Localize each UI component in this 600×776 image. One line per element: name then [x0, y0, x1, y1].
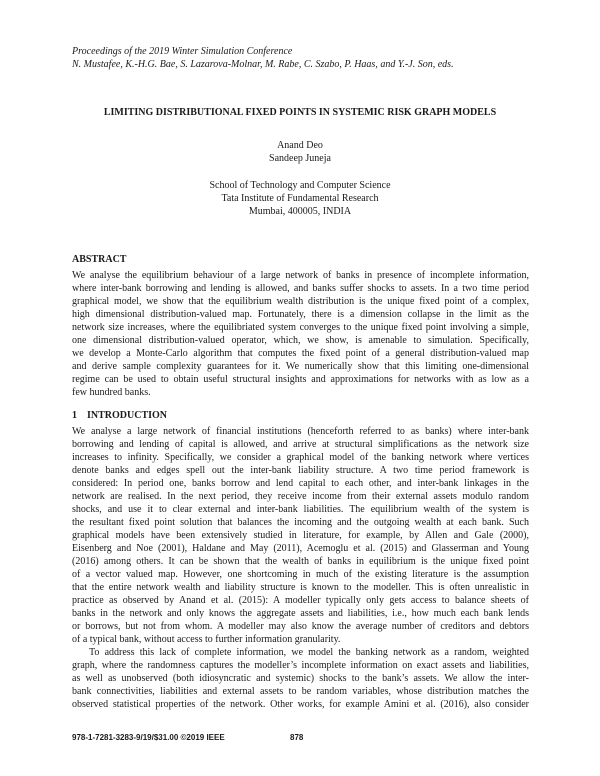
text-line: We analyse a large network of financial institutions (henceforth referred to as banks) where inter-bank: [72, 426, 529, 437]
editors-line: N. Mustafee, K.-H.G. Bae, S. Lazarova-Molnar, M. Rabe, C. Szabo, P. Haas, and Y.-J. Son, eds.: [72, 59, 454, 70]
text-line: borrowing and lending of capital is allowed, and arrive at structural simplifications as the network size: [72, 439, 529, 450]
text-line: graphical model, we show that the equilibrium wealth distribution is the unique fixed point of a complex,: [72, 296, 529, 307]
text-line: or borrows, but not from whom. A modeller may also know the average number of creditors and debtors: [72, 621, 529, 632]
author-name: Anand Deo: [277, 140, 323, 151]
text-line: as well as unobserved (both idiosyncratic and systemic) shocks to the bank’s assets. We allow the inter-: [72, 673, 529, 684]
author-name: Sandeep Juneja: [269, 153, 331, 164]
text-line: we develop a Monte-Carlo algorithm that computes the fixed point of a general distribution-valued map: [72, 348, 529, 359]
affiliation-line: School of Technology and Computer Science: [209, 180, 391, 191]
introduction-paragraph-2: [72, 646, 529, 711]
text-line: increases to infinity. Specifically, we consider a graphical model of the banking network where vertices: [72, 452, 529, 463]
text-line: shocks, and use it to clear external and inter-bank liabilities. The equilibrium wealth of the system is: [72, 504, 529, 515]
affiliation: [0, 179, 600, 218]
page-number: 878: [290, 733, 304, 742]
abstract-heading: ABSTRACT: [72, 254, 127, 265]
text-line: practice as observed by Anand et al. (2015): A modeller typically only gets access to balance sheets of: [72, 595, 529, 606]
text-line: banks in the network and only knows the aggregate assets and liabilities, i.e., how much each bank lends: [72, 608, 529, 619]
text-line: network are realised. In the next period, they receive income from their external assets modulo random: [72, 491, 529, 502]
text-line: network size increases, where the equilibriated system converges to the unique fixed point involving a simple,: [72, 322, 529, 333]
abstract-body: [72, 269, 529, 399]
text-line: one dimensional distribution-valued operator, which, we show, is amenable to simulation. Specifically,: [72, 335, 529, 346]
text-line: observed statistical properties of the network. Other works, for example Amini et al. (2016), also consider: [72, 699, 529, 710]
proceedings-title: Proceedings of the 2019 Winter Simulation Conference: [72, 46, 293, 57]
text-line: denote banks and edges spell out the inter-bank liability structure. A two time period framework is: [72, 465, 529, 476]
text-line: To address this lack of complete information, we model the banking network as a random, weighted: [89, 647, 529, 658]
text-line: where inter-bank borrowing and lending is allowed, and banks suffer shocks to assets. In a two time period: [72, 283, 529, 294]
text-line: that the entire network wealth and liability structure is known to the modeller. This is often unrealistic in: [72, 582, 529, 593]
text-line: We analyse the equilibrium behaviour of a large network of banks in presence of incomplete information,: [72, 270, 529, 281]
text-line: few hundred banks.: [72, 387, 151, 398]
paper-title: LIMITING DISTRIBUTIONAL FIXED POINTS IN SYSTEMIC RISK GRAPH MODELS: [103, 107, 497, 118]
text-line: of a typical bank, without access to further information granularity.: [72, 634, 341, 645]
introduction-paragraph-1: [72, 425, 529, 646]
proceedings-header: [72, 45, 532, 71]
text-line: considered: In period one, banks borrow and lend capital to each other, and inter-bank linkages in the: [72, 478, 529, 489]
affiliation-line: Tata Institute of Fundamental Research: [221, 193, 379, 204]
text-line: graphical models have been extensively studied in literature, for example, by Allen and Gale (2000),: [72, 530, 529, 541]
text-line: graph, where the randomness captures the modeller’s incomplete information on exact assets and liabilities,: [72, 660, 529, 671]
text-line: the resultant fixed point solution that balances the incoming and the outgoing wealth at each bank. Such: [72, 517, 529, 528]
text-line: regime can be used to obtain useful structural insights and approximations for networks with as low as a: [72, 374, 529, 385]
text-line: Eisenberg and Noe (2001), Haldane and May (2011), Acemoglu et al. (2015) and Glasserman and Young: [72, 543, 529, 554]
text-line: of a vector valued map. However, one shortcoming in much of the existing literature is the assumption: [72, 569, 529, 580]
text-line: bank connectivities, liabilities and external assets to be random variables, whose distribution matches the: [72, 686, 529, 697]
text-line: and derive sample complexity guarantees for it. We numerically show that this limiting one-dimensional: [72, 361, 529, 372]
author-list: [0, 139, 600, 165]
text-line: (2016) among others. It can be shown that the wealth of banks in equilibrium is the unique fixed point: [72, 556, 529, 567]
text-line: high dimensional distribution-valued map. Fortunately, there is a dimension collapse in the limit as the: [72, 309, 529, 320]
affiliation-line: Mumbai, 400005, INDIA: [248, 206, 352, 217]
isbn-copyright: 978-1-7281-3283-9/19/$31.00 ©2019 IEEE: [72, 733, 225, 742]
introduction-heading: 1 INTRODUCTION: [72, 410, 168, 421]
